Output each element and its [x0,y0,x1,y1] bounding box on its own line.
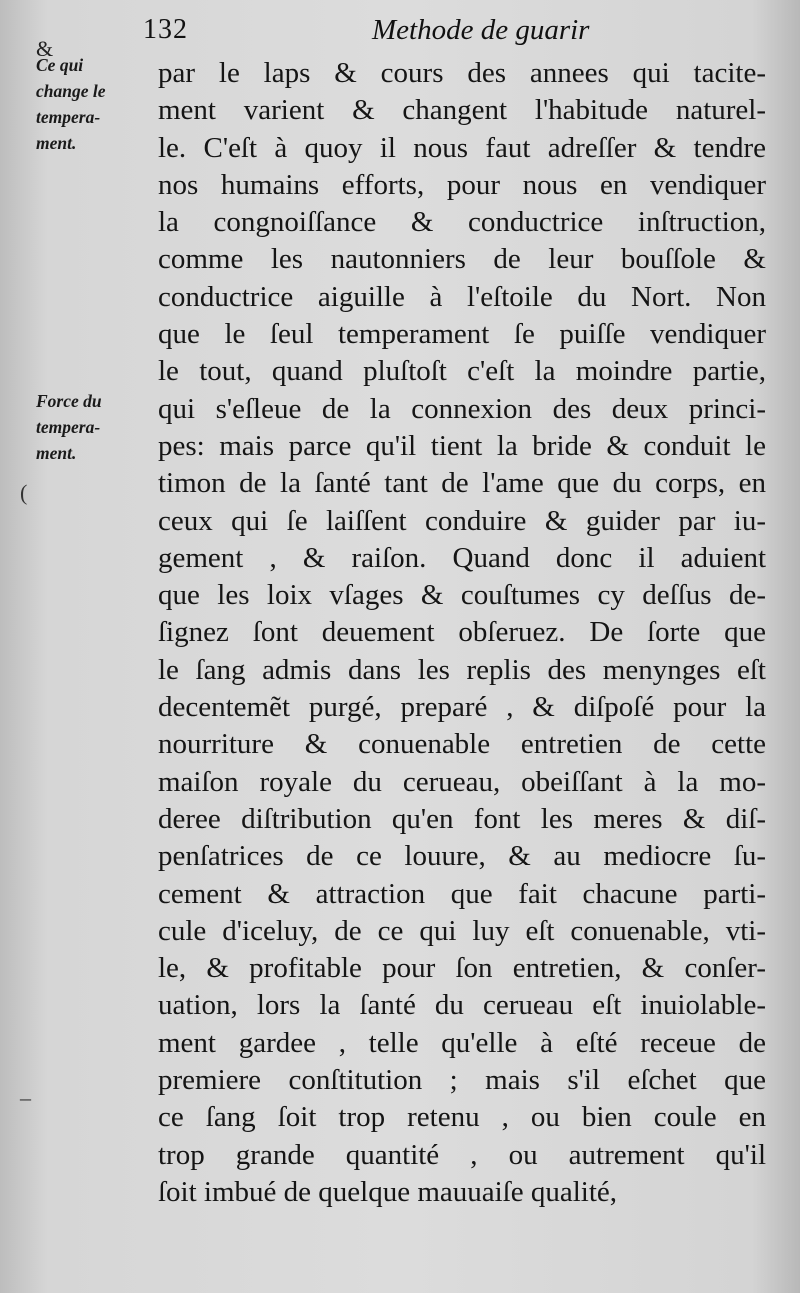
text-line: nourriture & conuenable entretien de cette [158,728,766,761]
text-line: comme les nautonniers de leur bouſſole & [158,243,766,276]
text-line: ſignez ſont deuement obſeruez. De ſorte que [158,616,766,649]
margin-note-line: Ce qui [36,55,84,75]
text-line: pes: mais parce qu'il tient la bride & conduit le [158,429,766,462]
text-line: ment varient & changent l'habitude naturel- [158,94,766,127]
margin-note-change [36,52,151,156]
margin-note-line: tempera- [36,417,101,437]
margin-bracket-mark: ( [20,480,28,505]
text-line: penſatrices de ce louure, & au mediocre ſu- [158,840,766,873]
margin-note-line: Force du [36,391,102,411]
margin-dash-mark: – [20,1085,31,1110]
text-line: que le ſeul temperament ſe puiſſe vendiquer [158,318,766,351]
margin-note-line: tempera- [36,107,101,127]
text-line: gement , & raiſon. Quand donc il aduient [158,541,766,574]
text-line: la congnoiſſance & conductrice inſtruction, [158,206,766,239]
text-line: decentemẽt purgé, preparé , & diſpoſé pour la [158,691,766,724]
text-line: deree diſtribution qu'en font les meres & diſ- [158,802,766,835]
text-line: maiſon royale du cerueau, obeiſſant à la mo- [158,765,766,798]
running-title: Methode de guarir [372,14,590,46]
text-line: cement & attraction que fait chacune parti- [158,877,766,910]
text-line: ment gardee , telle qu'elle à eſté receue de [158,1026,766,1059]
text-line: par le laps & cours des annees qui tacite- [158,57,766,89]
text-line: le, & profitable pour ſon entretien, & conſer- [158,952,766,985]
text-line: nos humains efforts, pour nous en vendiquer [158,168,766,201]
text-line: cule d'iceluy, de ce qui luy eſt conuenable, vti- [158,914,766,947]
text-line: ce ſang ſoit trop retenu , ou bien coule en [158,1101,766,1134]
text-line: trop grande quantité , ou autrement qu'il [158,1138,766,1171]
text-line: timon de la ſanté tant de l'ame que du corps, en [158,467,766,500]
text-line: le ſang admis dans les replis des menynges eſt [158,653,766,686]
margin-note-line: ment. [36,133,77,153]
text-line: le tout, quand pluſtoſt c'eſt la moindre partie, [158,355,766,388]
text-line: qui s'eſleue de la connexion des deux princi- [158,392,766,425]
text-line: que les loix vſages & couſtumes cy deſſus de- [158,579,766,612]
margin-note-line: ment. [36,443,77,463]
margin-note-force [36,388,151,466]
page-header [0,14,800,54]
page-number: 132 [143,14,188,45]
text-line: ceux qui ſe laiſſent conduire & guider par iu- [158,504,766,537]
body-text [158,55,766,1211]
text-line: le. C'eſt à quoy il nous faut adreſſer & tendre [158,131,766,164]
text-line: uation, lors la ſanté du cerueau eſt inuiolable- [158,989,766,1022]
corner-mark: & [36,36,54,61]
text-line: ſoit imbué de quelque mauuaiſe qualité, [158,1175,618,1208]
text-line: premiere conſtitution ; mais s'il eſchet que [158,1064,766,1097]
text-line: conductrice aiguille à l'eſtoile du Nort. Non [158,280,766,313]
margin-note-line: change le [36,81,106,101]
